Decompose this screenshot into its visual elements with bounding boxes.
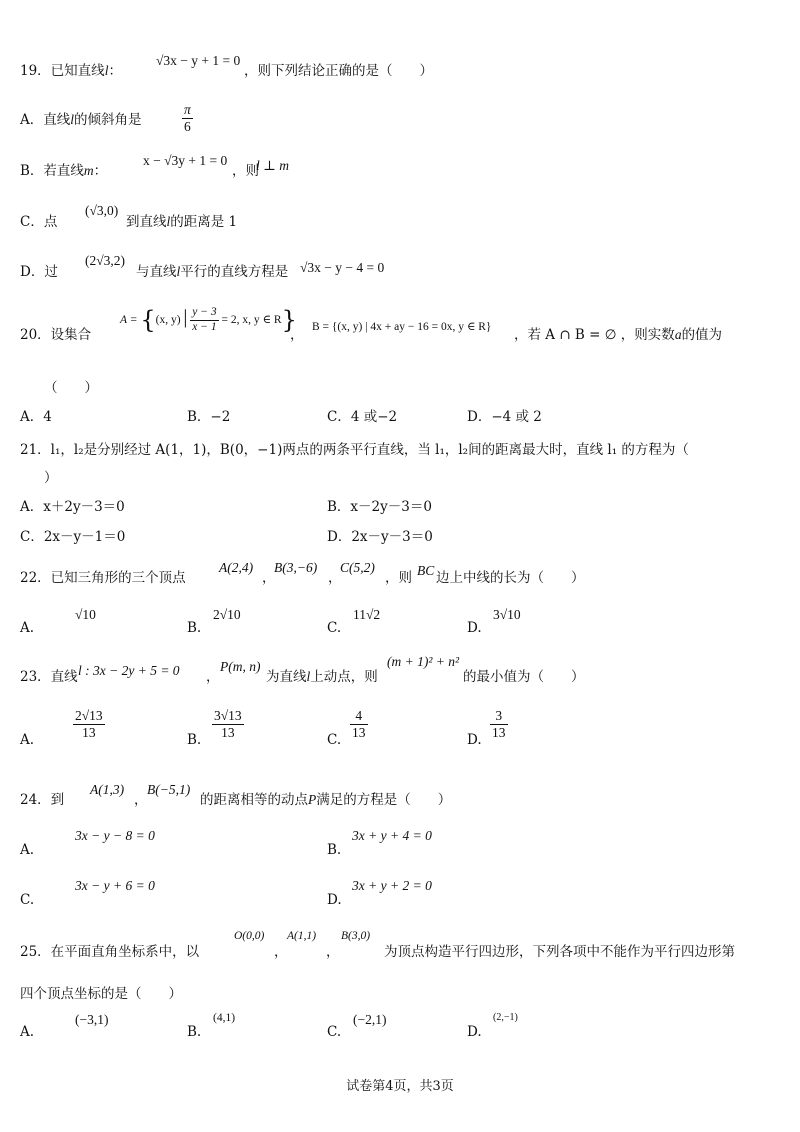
q25-option-c-value: (−2,1) — [353, 1012, 387, 1027]
q24-sep: ， — [134, 792, 148, 808]
q23-stem: 23．直线 — [20, 669, 78, 685]
q23-mid: 为直线l上动点，则 — [266, 669, 378, 685]
q25-option-a-label: A. — [20, 1024, 35, 1040]
q21-stem: 21．l₁，l₂是分别经过 A(1，1)，B(0，−1)两点的两条平行直线，当 l₁，l₂间的距离最大时，直线 l₁ 的方程为（ — [20, 442, 689, 458]
q24-option-b-equation: 3x + y + 4 = 0 — [352, 828, 432, 843]
q20-set-b: B = {(x, y) | 4x + ay − 16 = 0x, y ∈ R} — [312, 321, 492, 333]
q24-option-a-label: A. — [20, 842, 35, 858]
q20-comma: ， — [290, 327, 304, 343]
q23-option-b-fraction: $\frac{3√13}{13}$ — [214, 708, 242, 741]
q19-option-a-fraction: $\frac{\pi}{6}$ — [184, 102, 191, 135]
q22-option-a-value: √10 — [75, 607, 96, 622]
q19-option-b-then: ，则 — [232, 163, 259, 179]
q19-option-b: B．若直线m： — [20, 163, 108, 179]
q24-option-c-label: C. — [20, 892, 35, 908]
q21-option-a: A．x＋2y－3＝0 — [20, 499, 125, 515]
q25-sep-2: ， — [326, 944, 340, 960]
q22-point-a: A(2,4) — [219, 560, 254, 575]
q20-set-a: A = {(x, y) | $\frac{y - 3}{x - 1}$ = 2, x, y ∈ R} — [120, 305, 297, 334]
q19-option-a: A．直线l的倾斜角是 — [20, 112, 142, 128]
q22-stem: 22．已知三角形的三个顶点 — [20, 570, 186, 586]
q22-sep-2: ， — [328, 570, 342, 586]
q19-option-b-equation: x − √3y + 1 = 0 — [143, 153, 228, 168]
q19-option-d: D．过 — [20, 264, 58, 280]
q22-option-b-label: B. — [187, 620, 202, 636]
q25-option-a-value: (−3,1) — [75, 1012, 109, 1027]
q24-point-a: A(1,3) — [90, 782, 125, 797]
q20-option-c: C．4 或−2 — [327, 409, 398, 425]
q19-option-c-rest: 到直线l的距离是 1 — [126, 214, 238, 230]
q23-option-a-label: A. — [20, 732, 35, 748]
q22-option-c-value: 11√2 — [353, 607, 381, 622]
q22-suffix: 边上中线的长为（ ） — [436, 570, 585, 586]
q25-option-b-value: (4,1) — [213, 1012, 236, 1024]
q20-condition: ，若 A ∩ B = ∅ ，则实数a的值为 — [514, 327, 723, 343]
q25-option-c-label: C. — [327, 1024, 342, 1040]
q25-option-d-label: D. — [467, 1024, 482, 1040]
q24-option-a-equation: 3x − y − 8 = 0 — [75, 828, 155, 843]
q25-point-a: A(1,1) — [287, 930, 317, 942]
q19-stem-suffix: ，则下列结论正确的是（ ） — [244, 63, 433, 79]
q23-option-d-label: D. — [467, 732, 482, 748]
q23-point: P(m, n) — [220, 659, 261, 674]
q20-option-b: B．−2 — [187, 409, 231, 425]
q22-option-a-label: A. — [20, 620, 35, 636]
q25-option-b-label: B. — [187, 1024, 202, 1040]
q19-equation: √3x − y + 1 = 0 — [156, 53, 241, 68]
q25-point-o: O(0,0) — [234, 930, 265, 942]
q19-option-d-point: (2√3,2) — [85, 253, 126, 268]
page-footer: 试卷第4页，共3页 — [346, 1079, 454, 1094]
q21-option-b: B．x－2y－3＝0 — [327, 499, 432, 515]
q22-option-d-label: D. — [467, 620, 482, 636]
q19-option-d-rest: 与直线l平行的直线方程是 — [136, 264, 289, 280]
q20-answer-paren: （ ） — [44, 380, 98, 396]
q25-point-b: B(3,0) — [341, 930, 371, 942]
q19-option-b-relation: l ⊥ m — [256, 158, 289, 173]
q21-option-c: C．2x－y－1＝0 — [20, 529, 126, 545]
q22-option-b-value: 2√10 — [213, 607, 241, 622]
q22-point-c: C(5,2) — [340, 560, 375, 575]
q22-bc: BC — [417, 563, 435, 578]
q21-stem-line2: ） — [44, 470, 58, 486]
q20-stem: 20．设集合 — [20, 327, 92, 343]
q20-option-d: D．−4 或 2 — [467, 409, 542, 425]
q24-stem: 24．到 — [20, 792, 65, 808]
q22-option-d-value: 3√10 — [493, 607, 521, 622]
q22-point-b: B(3,−6) — [274, 560, 318, 575]
q23-option-c-label: C. — [327, 732, 342, 748]
q24-point-b: B(−5,1) — [147, 782, 191, 797]
q25-option-d-value: (2,−1) — [493, 1012, 518, 1023]
q25-sep-1: ， — [274, 944, 288, 960]
q23-line-equation: l : 3x − 2y + 5 = 0 — [78, 663, 180, 678]
q21-option-d: D．2x－y－3＝0 — [327, 529, 433, 545]
q19-option-c-point: (√3,0) — [85, 203, 119, 218]
q19-stem: 19．已知直线l： — [20, 63, 122, 79]
q22-option-c-label: C. — [327, 620, 342, 636]
q23-option-d-fraction: $\frac{3}{13}$ — [492, 708, 506, 741]
q24-option-d-label: D. — [327, 892, 342, 908]
q19-option-c: C．点 — [20, 214, 58, 230]
q24-option-d-equation: 3x + y + 2 = 0 — [352, 878, 432, 893]
q19-option-d-equation: √3x − y − 4 = 0 — [300, 260, 385, 275]
q23-option-a-fraction: $\frac{2√13}{13}$ — [75, 708, 103, 741]
q24-option-b-label: B. — [327, 842, 342, 858]
q25-stem-line2: 四个顶点坐标的是（ ） — [20, 986, 182, 1002]
q23-comma: ， — [206, 669, 220, 685]
q20-option-a: A．4 — [20, 409, 52, 425]
q24-mid: 的距离相等的动点P满足的方程是（ ） — [200, 792, 452, 808]
q25-stem: 25．在平面直角坐标系中，以 — [20, 944, 200, 960]
q23-suffix: 的最小值为（ ） — [463, 669, 585, 685]
q23-expression: (m + 1)² + n² — [387, 654, 460, 669]
q25-suffix: 为顶点构造平行四边形，下列各项中不能作为平行四边形第 — [384, 944, 735, 960]
q24-option-c-equation: 3x − y + 6 = 0 — [75, 878, 155, 893]
q22-sep-1: ， — [262, 570, 276, 586]
q22-mid: ，则 — [385, 570, 412, 586]
q23-option-c-fraction: $\frac{4}{13}$ — [352, 708, 366, 741]
q23-option-b-label: B. — [187, 732, 202, 748]
